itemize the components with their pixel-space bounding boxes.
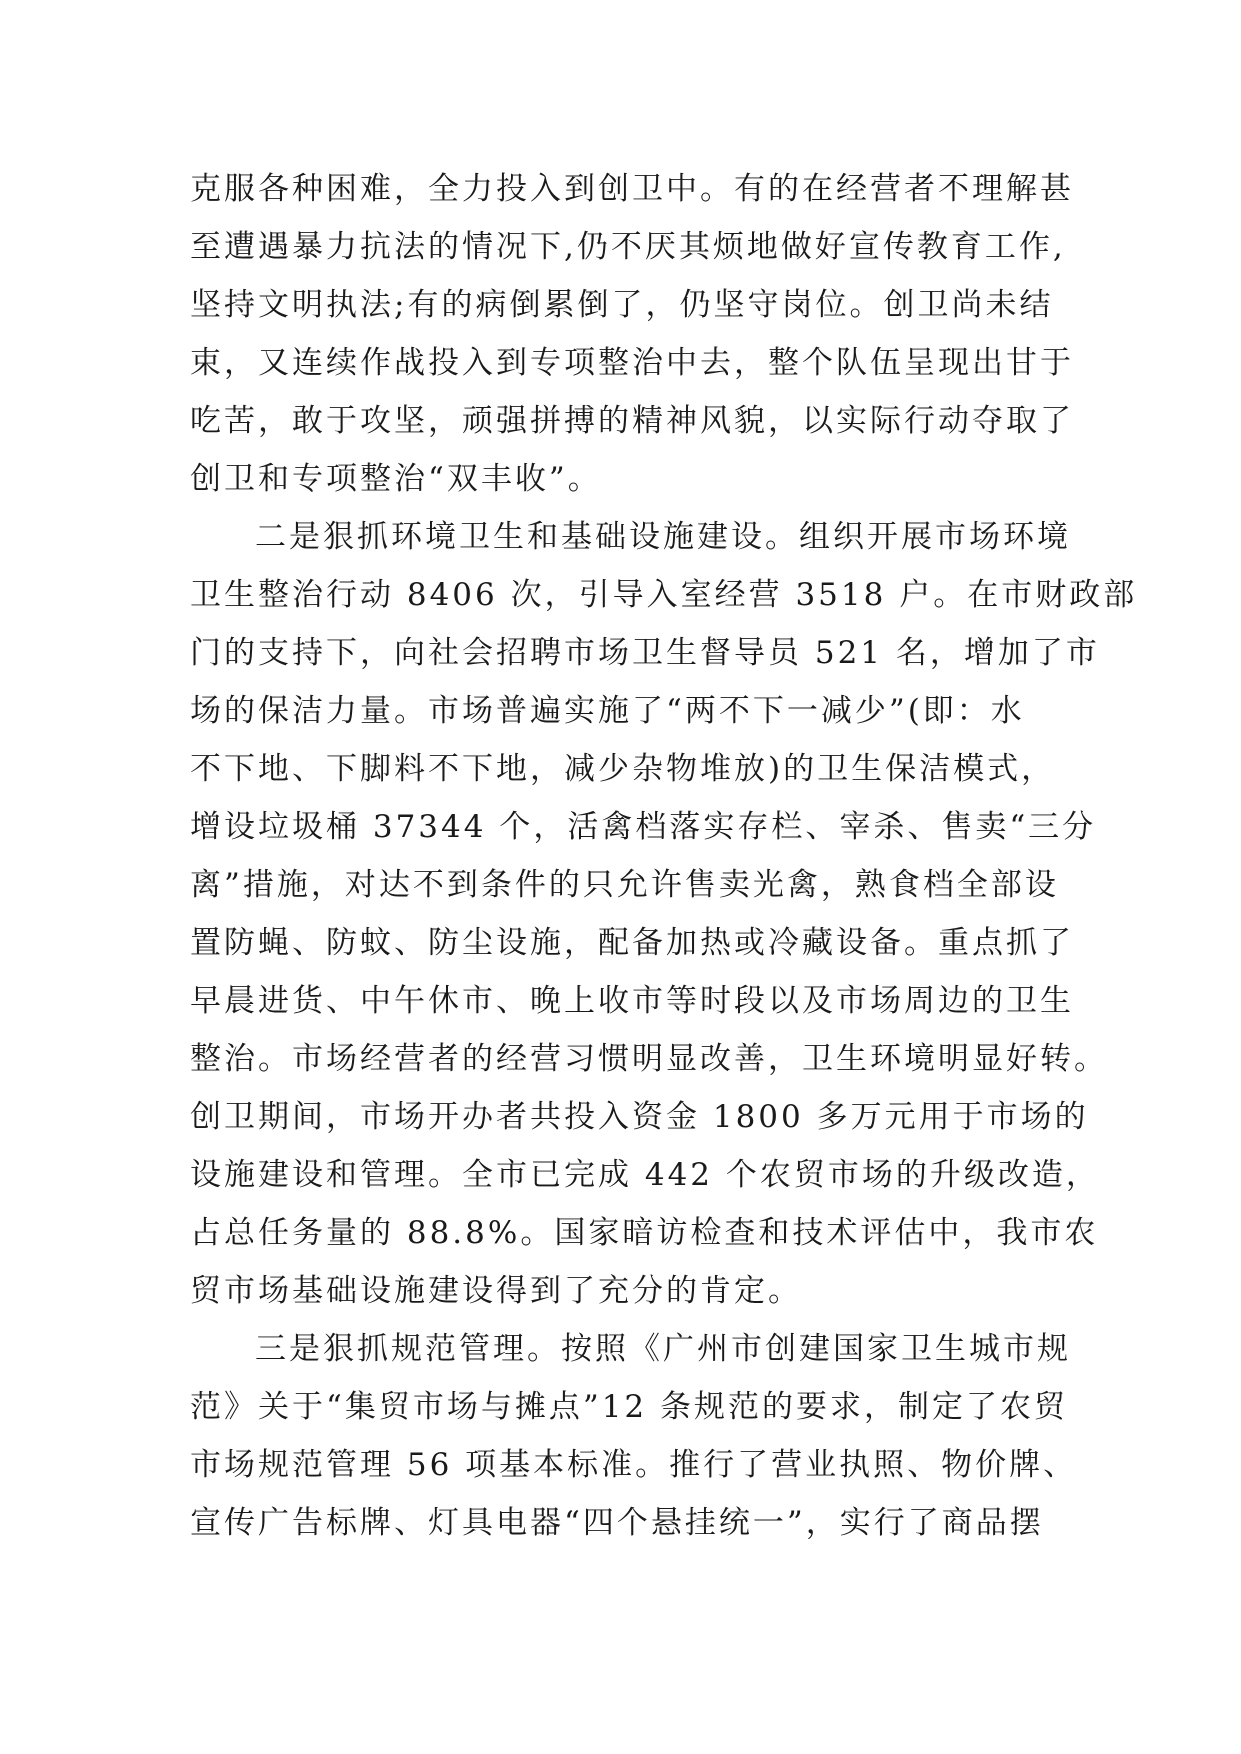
text-line: 创卫和专项整治“双丰收”。 bbox=[190, 461, 602, 497]
text-line: 不下地、下脚料不下地，减少杂物堆放)的卫生保洁模式， bbox=[190, 751, 1056, 787]
text-line: 整治。市场经营者的经营习惯明显改善，卫生环境明显好转。 bbox=[190, 1041, 1108, 1077]
text-line: 市场规范管理 56 项基本标准。推行了营业执照、物价牌、 bbox=[190, 1447, 1078, 1483]
text-line: 至遭遇暴力抗法的情况下,仍不厌其烦地做好宣传教育工作, bbox=[190, 229, 1066, 265]
text-line: 设施建设和管理。全市已完成 442 个农贸市场的升级改造， bbox=[190, 1157, 1100, 1193]
text-line: 克服各种困难，全力投入到创卫中。有的在经营者不理解甚 bbox=[190, 171, 1074, 207]
text-line: 宣传广告标牌、灯具电器“四个悬挂统一”，实行了商品摆 bbox=[190, 1505, 1044, 1541]
text-line: 束，又连续作战投入到专项整治中去，整个队伍呈现出甘于 bbox=[190, 345, 1074, 381]
text-line: 贸市场基础设施建设得到了充分的肯定。 bbox=[190, 1273, 802, 1309]
body-text bbox=[190, 160, 1138, 1552]
paragraph-start-line: 二是狠抓环境卫生和基础设施建设。组织开展市场环境 bbox=[255, 519, 1071, 555]
text-line: 吃苦，敢于攻坚，顽强拼搏的精神风貌，以实际行动夺取了 bbox=[190, 403, 1074, 439]
text-line: 卫生整治行动 8406 次，引导入室经营 3518 户。在市财政部 bbox=[190, 577, 1138, 613]
text-line: 早晨进货、中午休市、晚上收市等时段以及市场周边的卫生 bbox=[190, 983, 1074, 1019]
text-line: 门的支持下，向社会招聘市场卫生督导员 521 名，增加了市 bbox=[190, 635, 1100, 671]
text-line: 创卫期间，市场开办者共投入资金 1800 多万元用于市场的 bbox=[190, 1099, 1089, 1135]
text-line: 置防蝇、防蚊、防尘设施，配备加热或冷藏设备。重点抓了 bbox=[190, 925, 1074, 961]
text-line: 坚持文明执法;有的病倒累倒了，仍坚守岗位。创卫尚未结 bbox=[190, 287, 1054, 323]
text-line: 场的保洁力量。市场普遍实施了“两不下一减少”(即：水 bbox=[190, 693, 1025, 729]
text-line: 范》关于“集贸市场与摊点”12 条规范的要求，制定了农贸 bbox=[190, 1389, 1068, 1425]
text-line: 离”措施，对达不到条件的只允许售卖光禽，熟食档全部设 bbox=[190, 867, 1059, 903]
text-line: 占总任务量的 88.8%。国家暗访检查和技术评估中，我市农 bbox=[190, 1215, 1099, 1251]
text-line: 增设垃圾桶 37344 个，活禽档落实存栏、宰杀、售卖“三分 bbox=[190, 809, 1097, 845]
paragraph-start-line: 三是狠抓规范管理。按照《广州市创建国家卫生城市规 bbox=[255, 1331, 1071, 1367]
